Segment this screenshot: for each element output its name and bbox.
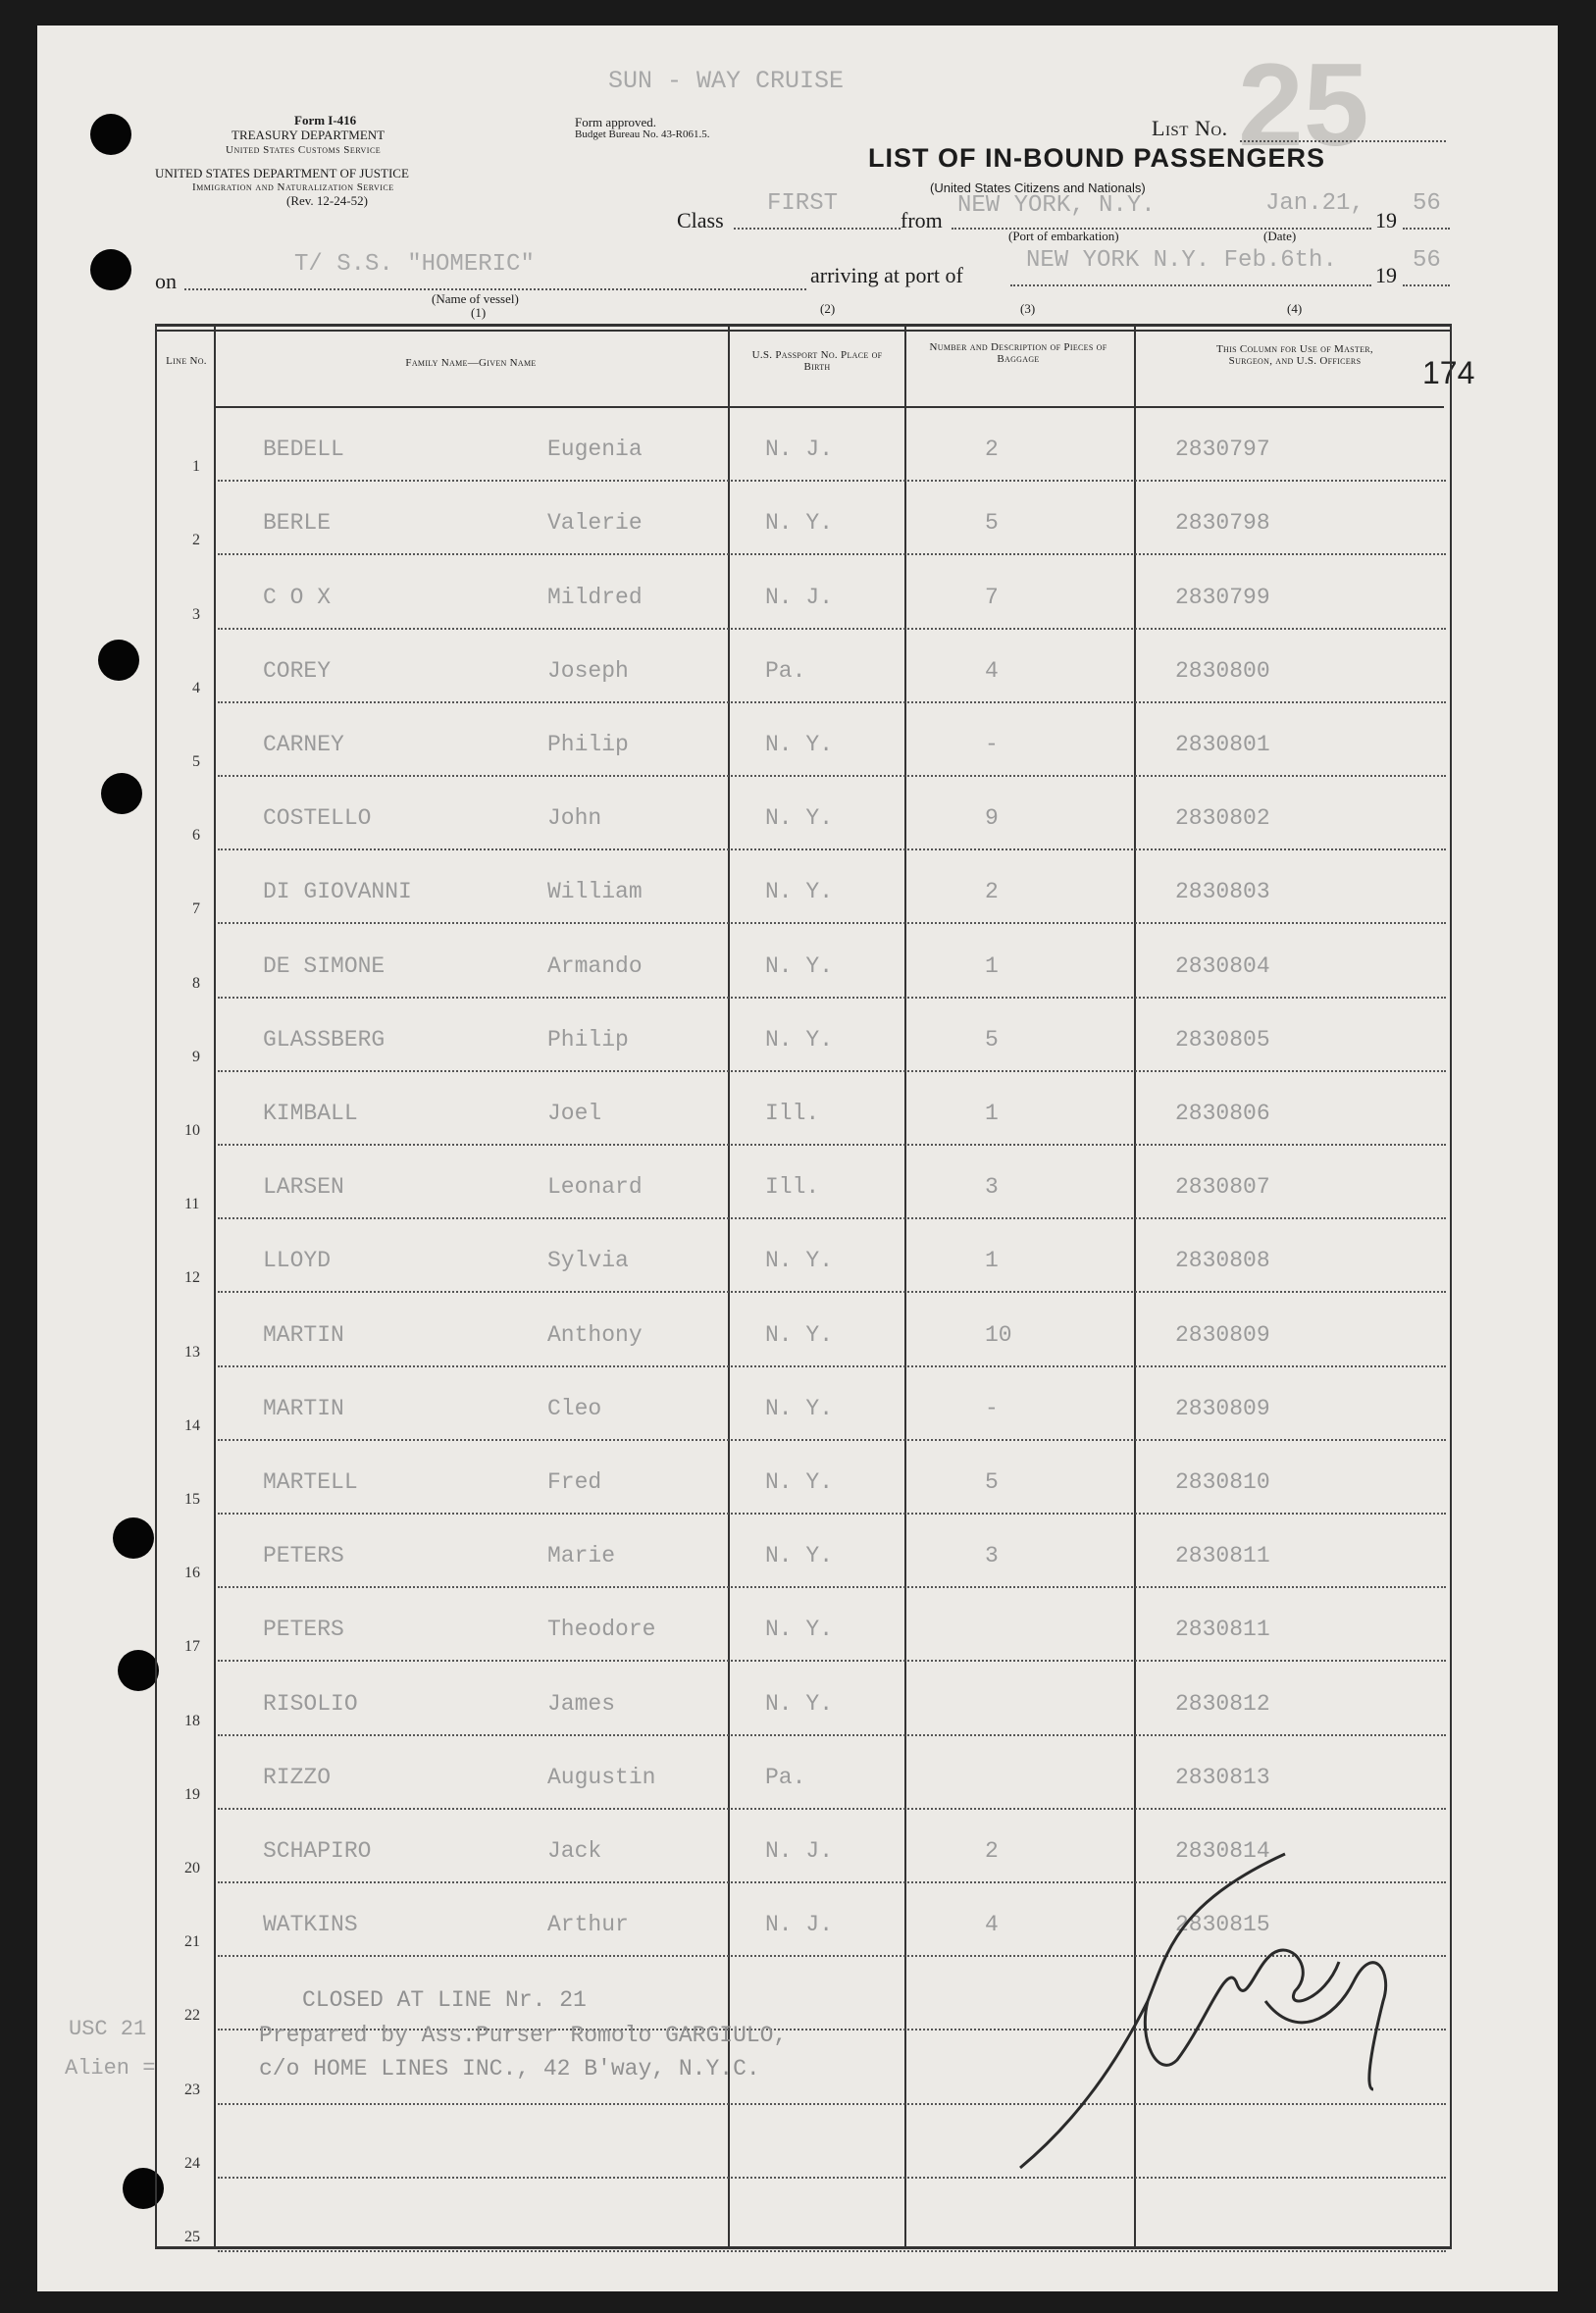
baggage-count: 5 [985,510,999,537]
name-col-border [728,324,730,2246]
place-of-birth: N. Y. [765,1321,834,1348]
place-of-birth: Pa. [765,1764,806,1790]
line-number: 4 [192,679,200,696]
place-of-birth: N. J. [765,584,834,610]
punch-hole [113,1517,154,1559]
line-number: 14 [184,1416,200,1434]
treasury-dept: TREASURY DEPARTMENT [232,128,386,142]
baggage-count: 2 [985,1838,999,1864]
year2-line [1403,284,1450,286]
header-passport: U.S. Passport No. Place of Birth [751,349,883,373]
header-baggage: Number and Description of Pieces of Baggage [929,341,1107,365]
row-divider [218,1144,1446,1146]
punch-hole [90,114,131,155]
line-number: 18 [184,1712,200,1729]
class-line [734,228,901,230]
table-left-border [155,324,157,2246]
margin-note-2: Alien = [65,2056,156,2081]
family-name: PETERS [263,1617,344,1643]
master-signature [1001,1844,1413,2187]
row-divider [218,628,1446,630]
date1-value: Jan.21, [1265,190,1364,217]
baggage-count: 1 [985,1248,999,1274]
line-number: 11 [184,1196,200,1213]
place-of-birth: N. Y. [765,952,834,979]
line-number: 5 [192,753,200,770]
line-number: 23 [184,2081,200,2098]
line-number: 7 [192,900,200,918]
place-of-birth: Pa. [765,657,806,684]
officer-number: 2830797 [1175,437,1270,463]
given-name: Jack [547,1838,602,1864]
row-divider [218,1439,1446,1441]
officer-number: 2830801 [1175,732,1270,757]
line-number: 21 [184,1933,200,1951]
row-divider [218,1217,1446,1219]
officer-number: 2830802 [1175,805,1270,832]
punch-hole [118,1650,159,1691]
given-name: Theodore [547,1617,656,1643]
punch-hole [98,640,139,681]
date-caption: (Date) [1263,229,1297,243]
margin-note-1: USC 21 [69,2017,147,2041]
place-of-birth: N. Y. [765,1690,834,1717]
given-name: Anthony [547,1321,643,1348]
given-name: Cleo [547,1395,602,1421]
vessel-line [184,288,806,290]
line-number: 25 [184,2229,200,2245]
baggage-count: 2 [985,437,999,463]
line-number: 1 [192,458,200,476]
given-name: John [547,805,602,832]
row-divider [218,1513,1446,1515]
row-divider [218,1586,1446,1588]
baggage-count: - [985,1395,999,1421]
place-of-birth: N. Y. [765,1026,834,1053]
row-divider [218,1291,1446,1293]
vessel-caption: (Name of vessel) [432,291,519,306]
family-name: BEDELL [263,437,344,463]
officer-number: 2830813 [1175,1764,1270,1790]
row-divider [218,1070,1446,1072]
family-name: LLOYD [263,1248,332,1274]
given-name: Sylvia [547,1248,629,1274]
row-divider [218,1808,1446,1810]
prepared-address: c/o HOME LINES INC., 42 B'way, N.Y.C. [259,2056,760,2082]
officer-number: 2830799 [1175,584,1270,610]
place-of-birth: N. J. [765,437,834,463]
row-divider [218,848,1446,850]
line-number: 15 [184,1491,200,1508]
officer-number: 2830809 [1175,1321,1270,1348]
place-of-birth: N. Y. [765,732,834,757]
col-num-1: (1) [471,305,487,320]
year-prefix-1: 19 [1375,208,1397,232]
place-of-birth: N. J. [765,1838,834,1864]
table-top-border-2 [155,330,1452,332]
family-name: PETERS [263,1543,344,1569]
line-number: 2 [192,532,200,549]
family-name: MARTIN [263,1395,344,1421]
family-name: LARSEN [263,1174,344,1201]
line-number: 17 [184,1638,200,1656]
line-number: 24 [184,2154,200,2172]
baggage-count: 10 [985,1321,1012,1348]
family-name: GLASSBERG [263,1026,386,1053]
family-name: MARTIN [263,1321,344,1348]
officer-number: 2830810 [1175,1469,1270,1495]
row-divider [218,997,1446,999]
punch-hole [101,773,142,814]
line-number: 8 [192,974,200,992]
family-name: BERLE [263,510,332,537]
class-value: FIRST [767,190,839,217]
punch-hole [123,2168,164,2209]
table-bottom-border [155,2246,1452,2249]
family-name: CARNEY [263,732,344,757]
family-name: KIMBALL [263,1101,358,1126]
form-subtitle: (United States Citizens and Nationals) [930,180,1146,195]
place-of-birth: Ill. [765,1101,820,1126]
header-line-no: Line No. [166,355,207,367]
family-name: DE SIMONE [263,952,386,979]
line-number: 19 [184,1785,200,1803]
baggage-count: 3 [985,1174,999,1201]
baggage-count: 5 [985,1026,999,1053]
given-name: Augustin [547,1764,656,1790]
given-name: Eugenia [547,437,643,463]
year1-line [1403,228,1450,230]
line-number: 9 [192,1048,200,1065]
line-number: 12 [184,1269,200,1287]
officer-number: 2830811 [1175,1617,1270,1643]
place-of-birth: N. J. [765,1912,834,1938]
line-number: 6 [192,827,200,845]
officer-number: 2830812 [1175,1690,1270,1717]
line-col-border [214,324,216,2246]
family-name: SCHAPIRO [263,1838,372,1864]
row-divider [218,1734,1446,1736]
officer-col-border [1450,324,1452,2246]
officer-number: 2830798 [1175,510,1270,537]
family-name: COREY [263,657,332,684]
col-num-3: (3) [1020,301,1036,316]
list-no-line [1240,140,1446,142]
arriving-label: arriving at port of [810,263,963,287]
row-divider [218,701,1446,703]
passport-col-border [904,324,906,2246]
given-name: Valerie [547,510,643,537]
baggage-count: 2 [985,879,999,905]
revision: (Rev. 12-24-52) [286,193,368,208]
family-name: WATKINS [263,1912,358,1938]
officer-number: 2830811 [1175,1543,1270,1569]
year2-value: 56 [1413,247,1441,274]
line-number: 22 [184,2007,200,2025]
cruise-stamp: SUN - WAY CRUISE [608,67,845,95]
place-of-birth: N. Y. [765,1469,834,1495]
from-label: from [901,208,943,232]
arrival-value: NEW YORK N.Y. Feb.6th. [1026,247,1337,274]
page-number: 174 [1422,355,1475,390]
year-prefix-2: 19 [1375,263,1397,287]
prepared-by: Prepared by Ass.Purser Romolo GARGIULO, [259,2023,788,2048]
place-of-birth: N. Y. [765,1617,834,1643]
baggage-count: 1 [985,1101,999,1126]
table-top-border [155,324,1452,327]
customs-service: United States Customs Service [226,144,382,156]
family-name: C O X [263,584,332,610]
row-divider [218,2250,1446,2252]
line-number: 3 [192,605,200,623]
row-divider [218,553,1446,555]
officer-number: 2830808 [1175,1248,1270,1274]
row-divider [218,922,1446,924]
vessel-value: T/ S.S. "HOMERIC" [294,251,535,278]
row-divider [218,775,1446,777]
given-name: Philip [547,732,629,757]
given-name: Joel [547,1101,602,1126]
baggage-count: 5 [985,1469,999,1495]
col-num-2: (2) [820,301,836,316]
place-of-birth: N. Y. [765,805,834,832]
row-divider [218,1365,1446,1367]
line-number: 10 [184,1122,200,1139]
closing-line: CLOSED AT LINE Nr. 21 [302,1987,587,2013]
header-name: Family Name—Given Name [405,357,537,369]
baggage-count: 4 [985,1912,999,1938]
officer-number: 2830807 [1175,1174,1270,1201]
header-officers: This Column for Use of Master, Surgeon, and U.S. Officers [1216,343,1373,367]
baggage-count: 4 [985,657,999,684]
given-name: Fred [547,1469,602,1495]
baggage-count: 1 [985,952,999,979]
form-title: LIST OF IN-BOUND PASSENGERS [868,143,1326,173]
arrival-line [1010,284,1371,286]
row-divider [218,480,1446,482]
place-of-birth: N. Y. [765,1543,834,1569]
from-value: NEW YORK, N.Y. [957,192,1156,219]
family-name: MARTELL [263,1469,358,1495]
family-name: DI GIOVANNI [263,879,412,905]
given-name: Marie [547,1543,616,1569]
family-name: RISOLIO [263,1690,358,1717]
place-of-birth: N. Y. [765,1248,834,1274]
officer-number: 2830805 [1175,1026,1270,1053]
form-approved: Form approved. [575,115,657,129]
budget-bureau: Budget Bureau No. 43-R061.5. [575,128,710,140]
given-name: Leonard [547,1174,643,1201]
officer-number: 2830806 [1175,1101,1270,1126]
place-of-birth: N. Y. [765,879,834,905]
list-number-stamp: 25 [1238,39,1369,171]
class-label: Class [677,208,724,232]
officer-number: 2830803 [1175,879,1270,905]
header-bottom-border [216,406,1444,408]
officer-number: 2830814 [1175,1838,1270,1864]
list-no-label: List No. [1152,116,1228,140]
baggage-count: 3 [985,1543,999,1569]
officer-number: 2830800 [1175,657,1270,684]
line-number: 16 [184,1565,200,1582]
row-divider [218,1660,1446,1662]
form-id: Form I-416 [294,113,357,128]
officer-number: 2830804 [1175,952,1270,979]
line-number: 20 [184,1860,200,1876]
col-num-4: (4) [1287,301,1303,316]
given-name: Philip [547,1026,629,1053]
baggage-count: 9 [985,805,999,832]
place-of-birth: Ill. [765,1174,820,1201]
given-name: James [547,1690,616,1717]
year1-value: 56 [1413,190,1441,217]
punch-hole [90,249,131,290]
given-name: Armando [547,952,643,979]
ins-service: Immigration and Naturalization Service [192,181,394,193]
place-of-birth: N. Y. [765,510,834,537]
officer-number: 2830815 [1175,1912,1270,1938]
given-name: Joseph [547,657,629,684]
justice-dept: UNITED STATES DEPARTMENT OF JUSTICE [155,166,409,180]
line-number: 13 [184,1343,200,1361]
place-of-birth: N. Y. [765,1395,834,1421]
family-name: RIZZO [263,1764,332,1790]
given-name: Arthur [547,1912,629,1938]
baggage-count: 7 [985,584,999,610]
given-name: William [547,879,643,905]
on-label: on [155,269,177,293]
given-name: Mildred [547,584,643,610]
officer-number: 2830809 [1175,1395,1270,1421]
embark-caption: (Port of embarkation) [1008,229,1119,243]
family-name: COSTELLO [263,805,372,832]
baggage-count: - [985,732,999,757]
